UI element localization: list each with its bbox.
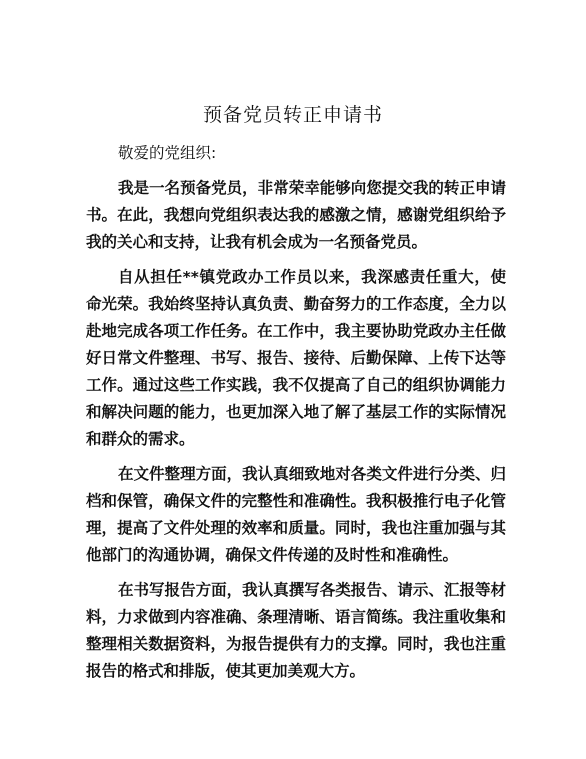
document-title: 预备党员转正申请书 (202, 104, 383, 126)
paragraph-intro: 我是一名预备党员，非常荣幸能够向您提交我的转正申请书。在此，我想向党组织表达我的感激之情，感谢党组织给予我的关心和支持，让我有机会成为一名预备党员。 (86, 179, 506, 251)
paragraph-work-overview: 自从担任**镇党政办工作员以来，我深感责任重大，使命光荣。我始终坚持认真负责、勤奋努力的工作态度，全力以赴地完成各项工作任务。在工作中，我主要协助党政办主任做好日常文件整理、书写、报告、接待、后勤保障、上传下达等工作。通过这些工作实践，我不仅提高了自己的组织协调能力和解决问题的能力，也更加深入地了解了基层工作的实际情况和群众的需求。 (86, 268, 506, 448)
salutation: 敬爱的党组织: (118, 144, 217, 162)
document-body (86, 140, 506, 693)
paragraph-file-management: 在文件整理方面，我认真细致地对各类文件进行分类、归档和保管，确保文件的完整性和准确性。我积极推行电子化管理，提高了文件处理的效率和质量。同时，我也注重加强与其他部门的沟通协调，确保文件传递的及时性和准确性。 (86, 465, 506, 564)
paragraph-report-writing: 在书写报告方面，我认真撰写各类报告、请示、汇报等材料，力求做到内容准确、条理清晰、语言简练。我注重收集和整理相关数据资料，为报告提供有力的支撑。同时，我也注重报告的格式和排版，使其更加美观大方。 (86, 581, 506, 680)
